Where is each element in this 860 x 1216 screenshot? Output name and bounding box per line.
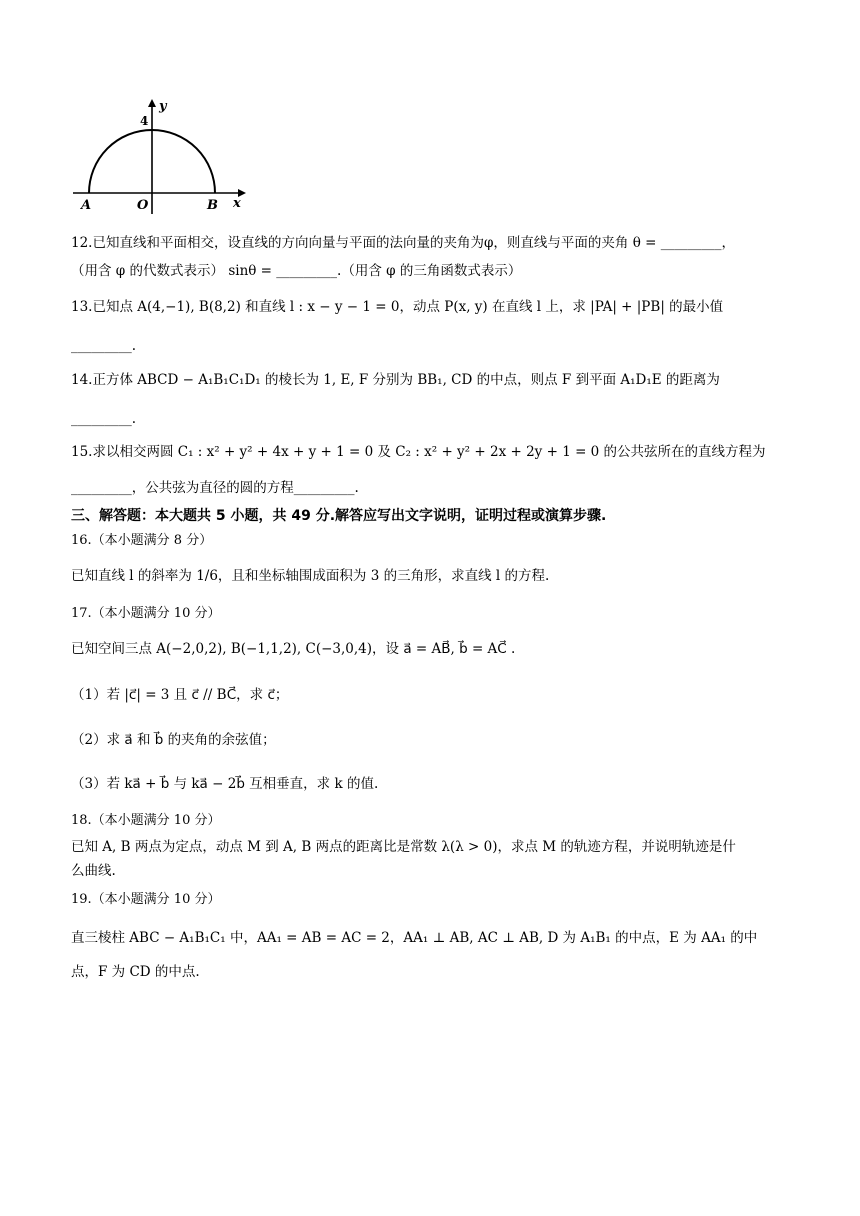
q18-line2: 么曲线. [71,863,116,879]
q13-line2: _________. [71,338,137,354]
q12-line1: 12.已知直线和平面相交，设直线的方向向量与平面的法向量的夹角为φ，则直线与平面的夹角 θ = _________， [71,235,735,251]
q12-line2: （用含 φ 的代数式表示） sinθ = _________.（用含 φ 的三角函数式表示） [71,263,522,279]
semicircle-figure [71,96,251,221]
q17-part3: （3）若 ka⃗ + b⃗ 与 ka⃗ − 2b⃗ 互相垂直，求 k 的值. [71,776,379,792]
q18-line1: 已知 A, B 两点为定点，动点 M 到 A, B 两点的距离比是常数 λ(λ > 0)，求点 M 的轨迹方程，并说明轨迹是什 [71,839,736,855]
q14-line2: _________. [71,411,137,427]
label-A: A [81,198,92,213]
q18-score: 18.（本小题满分 10 分） [71,813,221,828]
q16-text: 已知直线 l 的斜率为 1/6，且和坐标轴围成面积为 3 的三角形，求直线 l 的方程. [71,568,550,584]
q16-score: 16.（本小题满分 8 分） [71,533,213,548]
q19-score: 19.（本小题满分 10 分） [71,892,221,907]
q17-part1: （1）若 |c⃗| = 3 且 c⃗ // BC⃗，求 c⃗； [71,687,289,703]
x-axis-label: x [233,196,241,211]
label-4: 4 [140,114,149,128]
q17-part2: （2）求 a⃗ 和 b⃗ 的夹角的余弦值； [71,732,276,748]
y-axis-arrow [148,99,156,107]
section3-heading: 三、解答题：本大题共 5 小题，共 49 分.解答应写出文字说明，证明过程或演算步骤. [71,508,607,524]
y-axis-label: y [159,99,167,114]
q17-score: 17.（本小题满分 10 分） [71,606,221,621]
label-B: B [207,198,218,213]
q13-line1: 13.已知点 A(4,−1), B(8,2) 和直线 l : x − y − 1 = 0，动点 P(x, y) 在直线 l 上，求 |PA| + |PB| 的最小值 [71,299,724,315]
q19-line1: 直三棱柱 ABC − A₁B₁C₁ 中，AA₁ = AB = AC = 2，AA₁ ⊥ AB, AC ⊥ AB, D 为 A₁B₁ 的中点，E 为 AA₁ 的中 [71,930,758,946]
label-O: O [137,198,149,213]
q19-line2: 点，F 为 CD 的中点. [71,964,200,980]
q14-line1: 14.正方体 ABCD − A₁B₁C₁D₁ 的棱长为 1, E, F 分别为 BB₁, CD 的中点，则点 F 到平面 A₁D₁E 的距离为 [71,372,720,388]
q15-line1: 15.求以相交两圆 C₁ : x² + y² + 4x + y + 1 = 0 及 C₂ : x² + y² + 2x + 2y + 1 = 0 的公共弦所在的直线方程为 [71,444,766,460]
q15-line2: _________，公共弦为直径的圆的方程_________. [71,480,359,496]
q17-text: 已知空间三点 A(−2,0,2), B(−1,1,2), C(−3,0,4)，设 a⃗ = AB⃗, b⃗ = AC⃗ . [71,641,516,657]
